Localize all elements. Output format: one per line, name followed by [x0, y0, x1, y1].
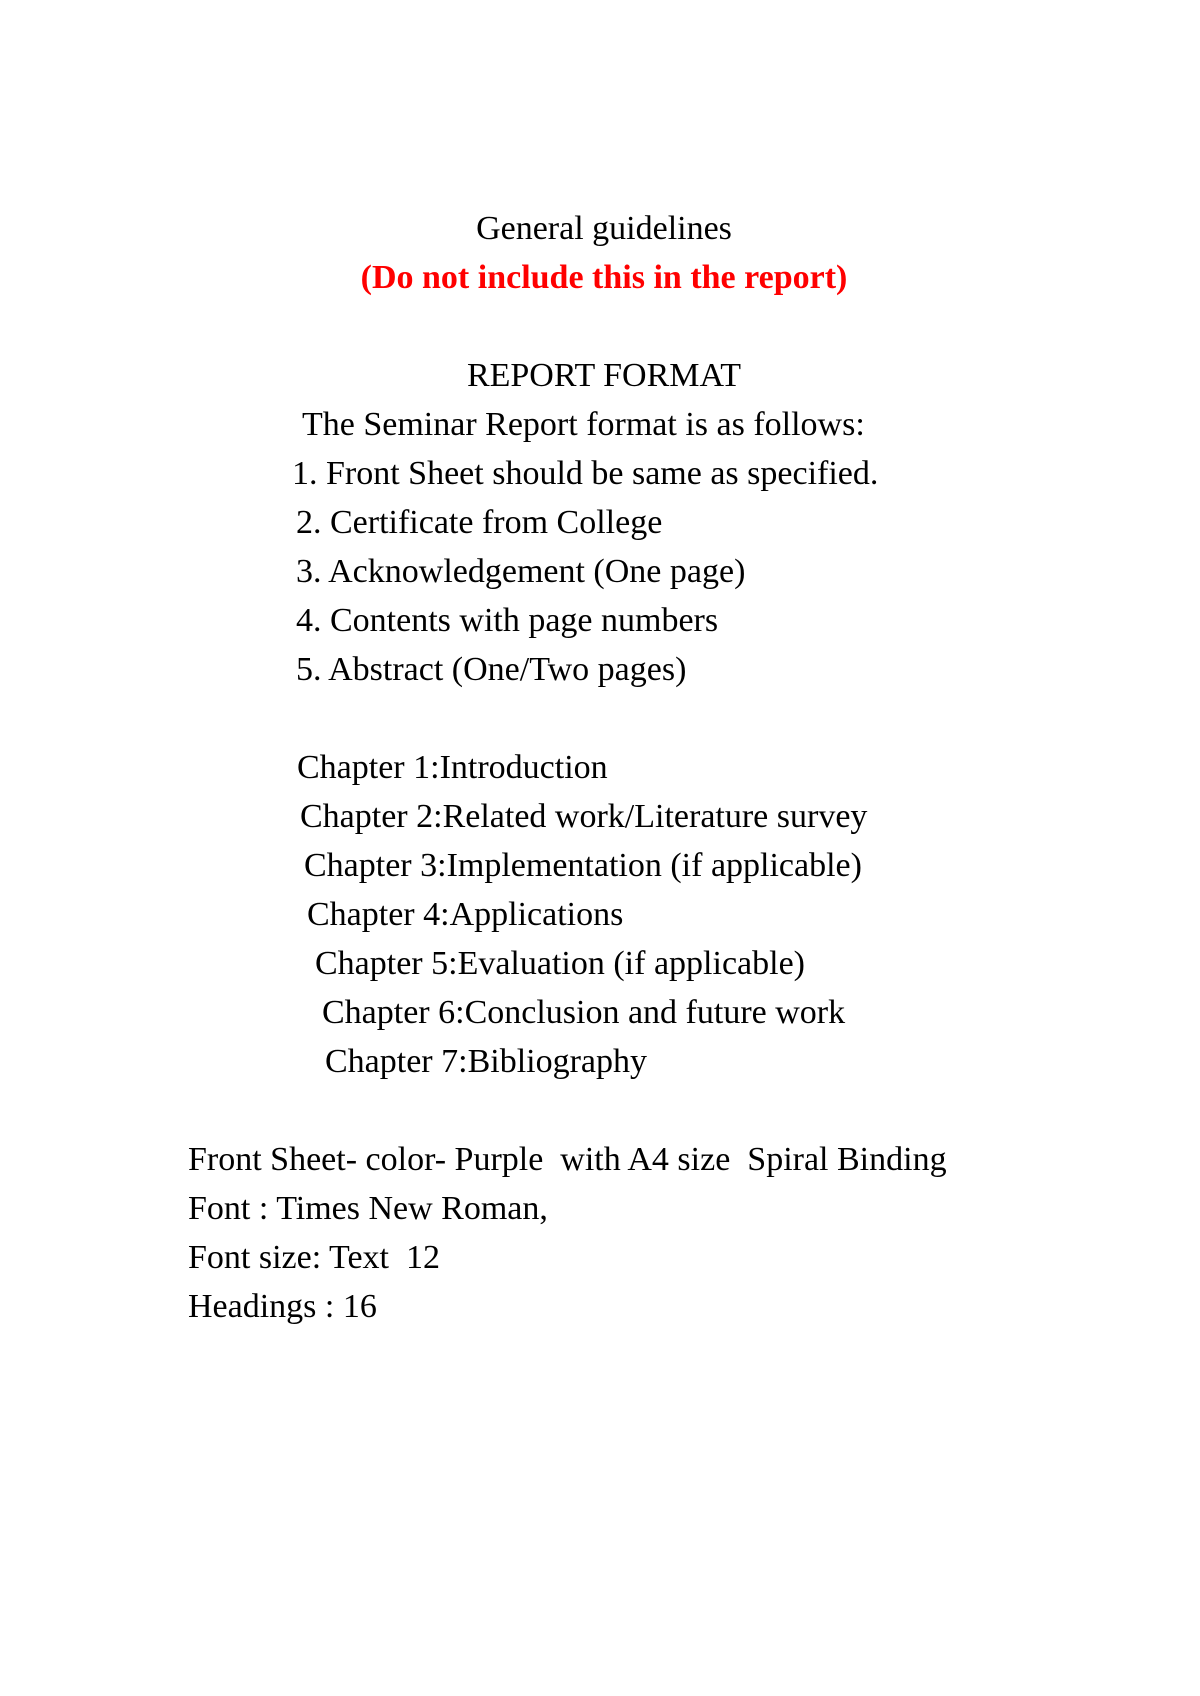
spec-line: Font size: Text 12: [188, 1239, 440, 1276]
list-item: 2. Certificate from College: [296, 504, 663, 541]
list-item: 3. Acknowledgement (One page): [296, 553, 746, 590]
chapter-item: Chapter 4:Applications: [307, 896, 624, 933]
spec-line: Front Sheet- color- Purple with A4 size Spiral Binding: [188, 1141, 947, 1178]
chapter-item: Chapter 1:Introduction: [297, 749, 608, 786]
report-format-heading: REPORT FORMAT: [466, 357, 742, 394]
chapter-item: Chapter 5:Evaluation (if applicable): [315, 945, 805, 982]
page-title: General guidelines: [476, 210, 732, 247]
chapter-item: Chapter 7:Bibliography: [325, 1043, 648, 1080]
intro-text: The Seminar Report format is as follows:: [302, 406, 865, 443]
list-item: 4. Contents with page numbers: [296, 602, 719, 639]
chapter-item: Chapter 6:Conclusion and future work: [322, 994, 846, 1031]
chapter-item: Chapter 2:Related work/Literature survey: [300, 798, 868, 835]
list-item: 1. Front Sheet should be same as specified.: [292, 455, 879, 492]
warning-note: (Do not include this in the report): [360, 259, 848, 296]
list-item: 5. Abstract (One/Two pages): [296, 651, 687, 688]
spec-line: Font : Times New Roman,: [188, 1190, 548, 1227]
spec-line: Headings : 16: [188, 1288, 377, 1325]
chapter-item: Chapter 3:Implementation (if applicable): [304, 847, 862, 884]
